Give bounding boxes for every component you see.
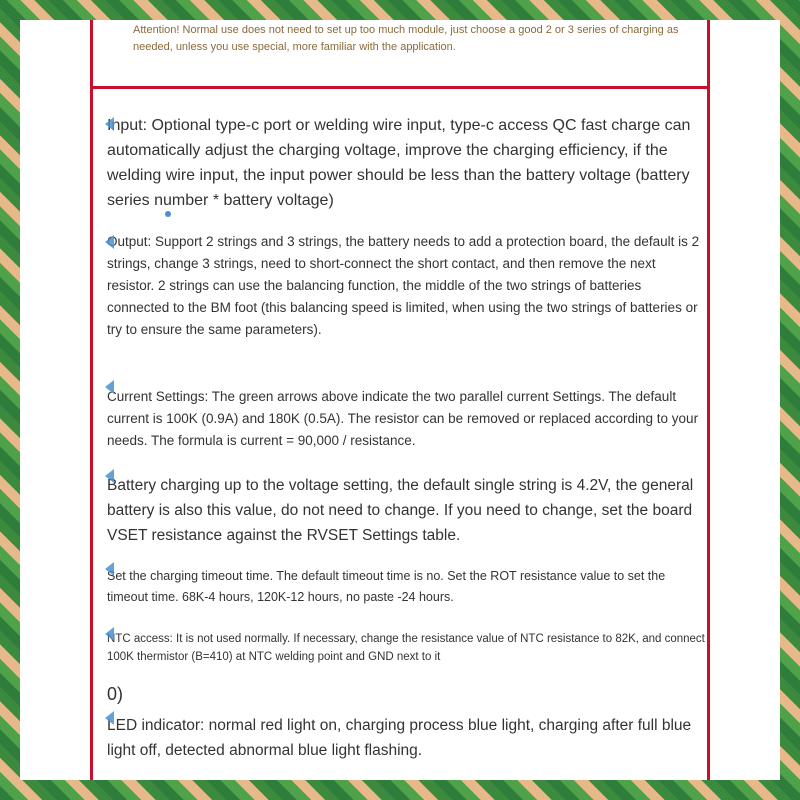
arrow-marker-icon (105, 235, 114, 249)
output-paragraph: Output: Support 2 strings and 3 strings, the battery needs to add a protection board, the default is 2 strings, change 3 strings, need to short-connect the short contact, and then remove the next resistor. 2 strings can use the balancing function, the middle of the two strings of batteries connected to the BM foot (this balancing speed is limited, when using the two strings of batteries or try to ensure the same parameters). (107, 234, 700, 337)
attention-text: Attention! Normal use does not need to set up too much module, just choose a good 2 or 3 series of charging as needed, unless you use special, more familiar with the application. (133, 24, 679, 53)
ntc-paragraph: NTC access: It is not used normally. If necessary, change the resistance value of NTC resistance to 82K, and connect 100K thermistor (B=410) at NTC welding point and GND next to it (107, 633, 705, 663)
arrow-marker-icon (105, 380, 114, 394)
instructions-panel (90, 86, 710, 780)
arrow-marker-icon (105, 562, 114, 576)
arrow-marker-icon (105, 469, 114, 483)
dot-marker-icon (165, 211, 171, 217)
arrow-marker-icon (105, 711, 114, 725)
led-indicator-paragraph: LED indicator: normal red light on, charging process blue light, charging after full blue light off, detected abnormal blue light flashing. (107, 717, 692, 759)
arrow-marker-icon (105, 627, 114, 641)
battery-voltage-paragraph: Battery charging up to the voltage setting, the default single string is 4.2V, the general battery is also this value, do not need to change. If you need to change, set the board VSET resistance against the RVSET Settings table. (107, 477, 694, 544)
input-paragraph: Input: Optional type-c port or welding wire input, type-c access QC fast charge can automatically adjust the charging voltage, improve the charging efficiency, if the welding wire input, the input power should be less than the battery voltage (battery series number * battery voltage) (107, 117, 691, 209)
attention-panel (90, 20, 710, 90)
current-settings-paragraph: Current Settings: The green arrows above indicate the two parallel current Settings. The default current is 100K (0.9A) and 180K (0.5A). The resistor can be removed or replaced according to your needs. The formula is current = 90,000 / resistance. (107, 389, 699, 448)
fragment-text: 0) (107, 684, 124, 704)
timeout-paragraph: Set the charging timeout time. The default timeout time is no. Set the ROT resistance value to set the timeout time. 68K-4 hours, 120K-12 hours, no paste -24 hours. (107, 569, 666, 604)
arrow-marker-icon (105, 117, 114, 131)
